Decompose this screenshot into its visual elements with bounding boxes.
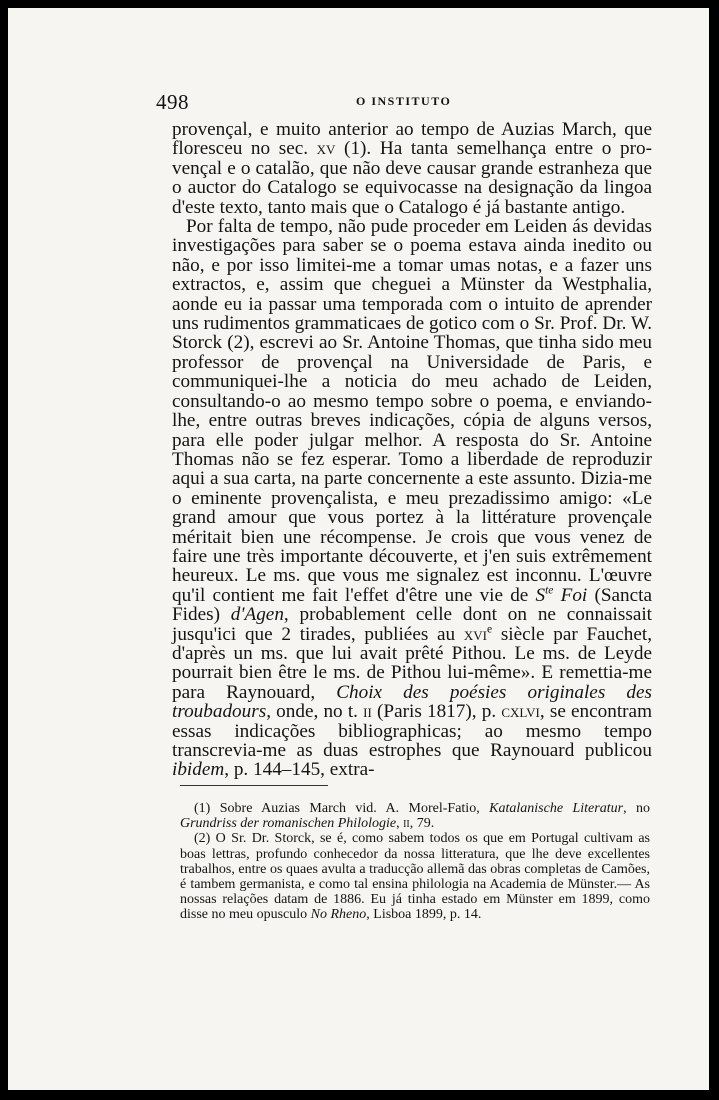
text-segment: S — [535, 584, 546, 606]
footnote — [180, 831, 650, 922]
paragraph — [172, 120, 652, 217]
text-segment: , p. 144–145, extra- — [224, 759, 375, 781]
text-segment: , se encontram essas indicações bibliographicas; ao mesmo tempo transcrevia-me as duas estrophes que Raynouard publicou — [172, 701, 652, 761]
text-segment: , 79. — [409, 816, 435, 832]
text-segment: e — [486, 623, 493, 636]
paragraph — [172, 217, 652, 780]
text-segment: te — [545, 584, 554, 597]
text-segment: d'Agen — [230, 604, 284, 626]
text-segment: (Paris 1817), p. — [371, 701, 502, 723]
text-segment: Foi — [553, 584, 588, 606]
page-number: 498 — [156, 90, 189, 114]
text-segment: (Sancta Fides) — [172, 584, 652, 626]
text-segment: Grundriss der romanischen Philologie — [180, 816, 397, 832]
text-segment: ii — [403, 816, 410, 832]
text-segment: Katalanische Literatur — [489, 801, 624, 816]
footnotes — [180, 801, 650, 923]
text-segment: Choix des poésies originales des troubadours — [172, 681, 652, 723]
text-segment: , — [396, 816, 404, 832]
text-segment: provençal, e muito anterior ao tempo de Auzias March, que floresceu no sec. — [172, 119, 652, 160]
running-head: O INSTITUTO — [356, 94, 452, 108]
book-page — [8, 8, 709, 1090]
text-segment: cxlvi — [501, 701, 540, 723]
text-segment: Por falta de tempo, não pude proceder em Leiden ás devidas investigações para saber se o poema estava ainda inedito ou não, e por isso limitei-me a tomar umas notas, e a fazer uns extractos, e, assim que cheguei a Münster da Westphalia, aonde eu ia passar uma temporada com o intuito de aprender uns rudimentos grammaticaes de gotico com o Sr. Prof. Dr. W. Storck (2), escrevi ao Sr. Antoine Thomas, que tinha sido meu professor de provençal na Universidade de Paris, e communiquei-lhe a noticia do meu achado de Leiden, consultando-o ao mesmo tempo sobre o poema, e enviando-lhe, entre outras breves indicações, cópia de alguns versos, para elle poder julgar melhor. A resposta do Sr. Antoine Thomas não se fez esperar. Tomo a liberdade de reproduzir aqui a sua carta, na parte concernente a este assunto. Dizia-me o eminente provençalista, e meu prezadissimo amigo: «Le grand amour que vous portez à la littérature provençale méritait bien une récompense. Je crois que vous venez de faire une très importante découverte, et j'en suis extrêmement heureux. Le ms. que vous me signalez est inconnu. L'œuvre qu'il contient me fait l'effet d'être une vie de — [172, 216, 652, 606]
text-segment: xv — [316, 138, 336, 160]
text-segment: , probablement celle dont on ne connaissait jusqu'ici que 2 tirades, publiées au — [172, 604, 653, 645]
text-segment: siècle par Fauchet, d'après un ms. que lui avait prêté Pithou. Le ms. de Leyde pourrait bien être le ms. de Pithou lui-même». E remettia-me para Raynouard, — [172, 623, 652, 703]
main-text — [172, 120, 652, 780]
text-segment: (1). Ha tanta semelhança entre o provençal e o catalão, que não deve causar grande estranheza que o auctor do Catalogo se equivocasse na designação da lingoa d'este texto, tanto mais que o Catalogo é já bastante antigo. — [172, 138, 652, 218]
text-segment: (2) O Sr. Dr. Storck, se é, como sabem todos os que em Portugal cultivam as boas lettras, profundo conhecedor da nossa litteratura, que lhe deve excellentes trabalhos, entre os quaes avulta a traducção allemã das obras completas de Camões, é tambem germanista, e como tal ensina philologia na Academia de Münster.— As nossas relações datam de 1886. Eu já tinha estado em Münster em 1899, como disse no meu opusculo — [180, 831, 650, 923]
footnote-divider — [180, 785, 328, 786]
footnote — [180, 801, 650, 831]
text-segment: (1) Sobre Auzias March vid. A. Morel-Fatio, — [194, 801, 490, 816]
text-segment: ii — [363, 701, 372, 723]
text-segment: , no — [623, 801, 651, 816]
page-header — [156, 88, 656, 118]
text-segment: ibidem — [172, 759, 225, 781]
text-segment: , Lisboa 1899, p. 14. — [366, 907, 482, 923]
text-segment: , onde, no t. — [266, 701, 364, 723]
text-segment: No Rheno — [310, 907, 367, 923]
text-segment: xvi — [463, 623, 487, 645]
